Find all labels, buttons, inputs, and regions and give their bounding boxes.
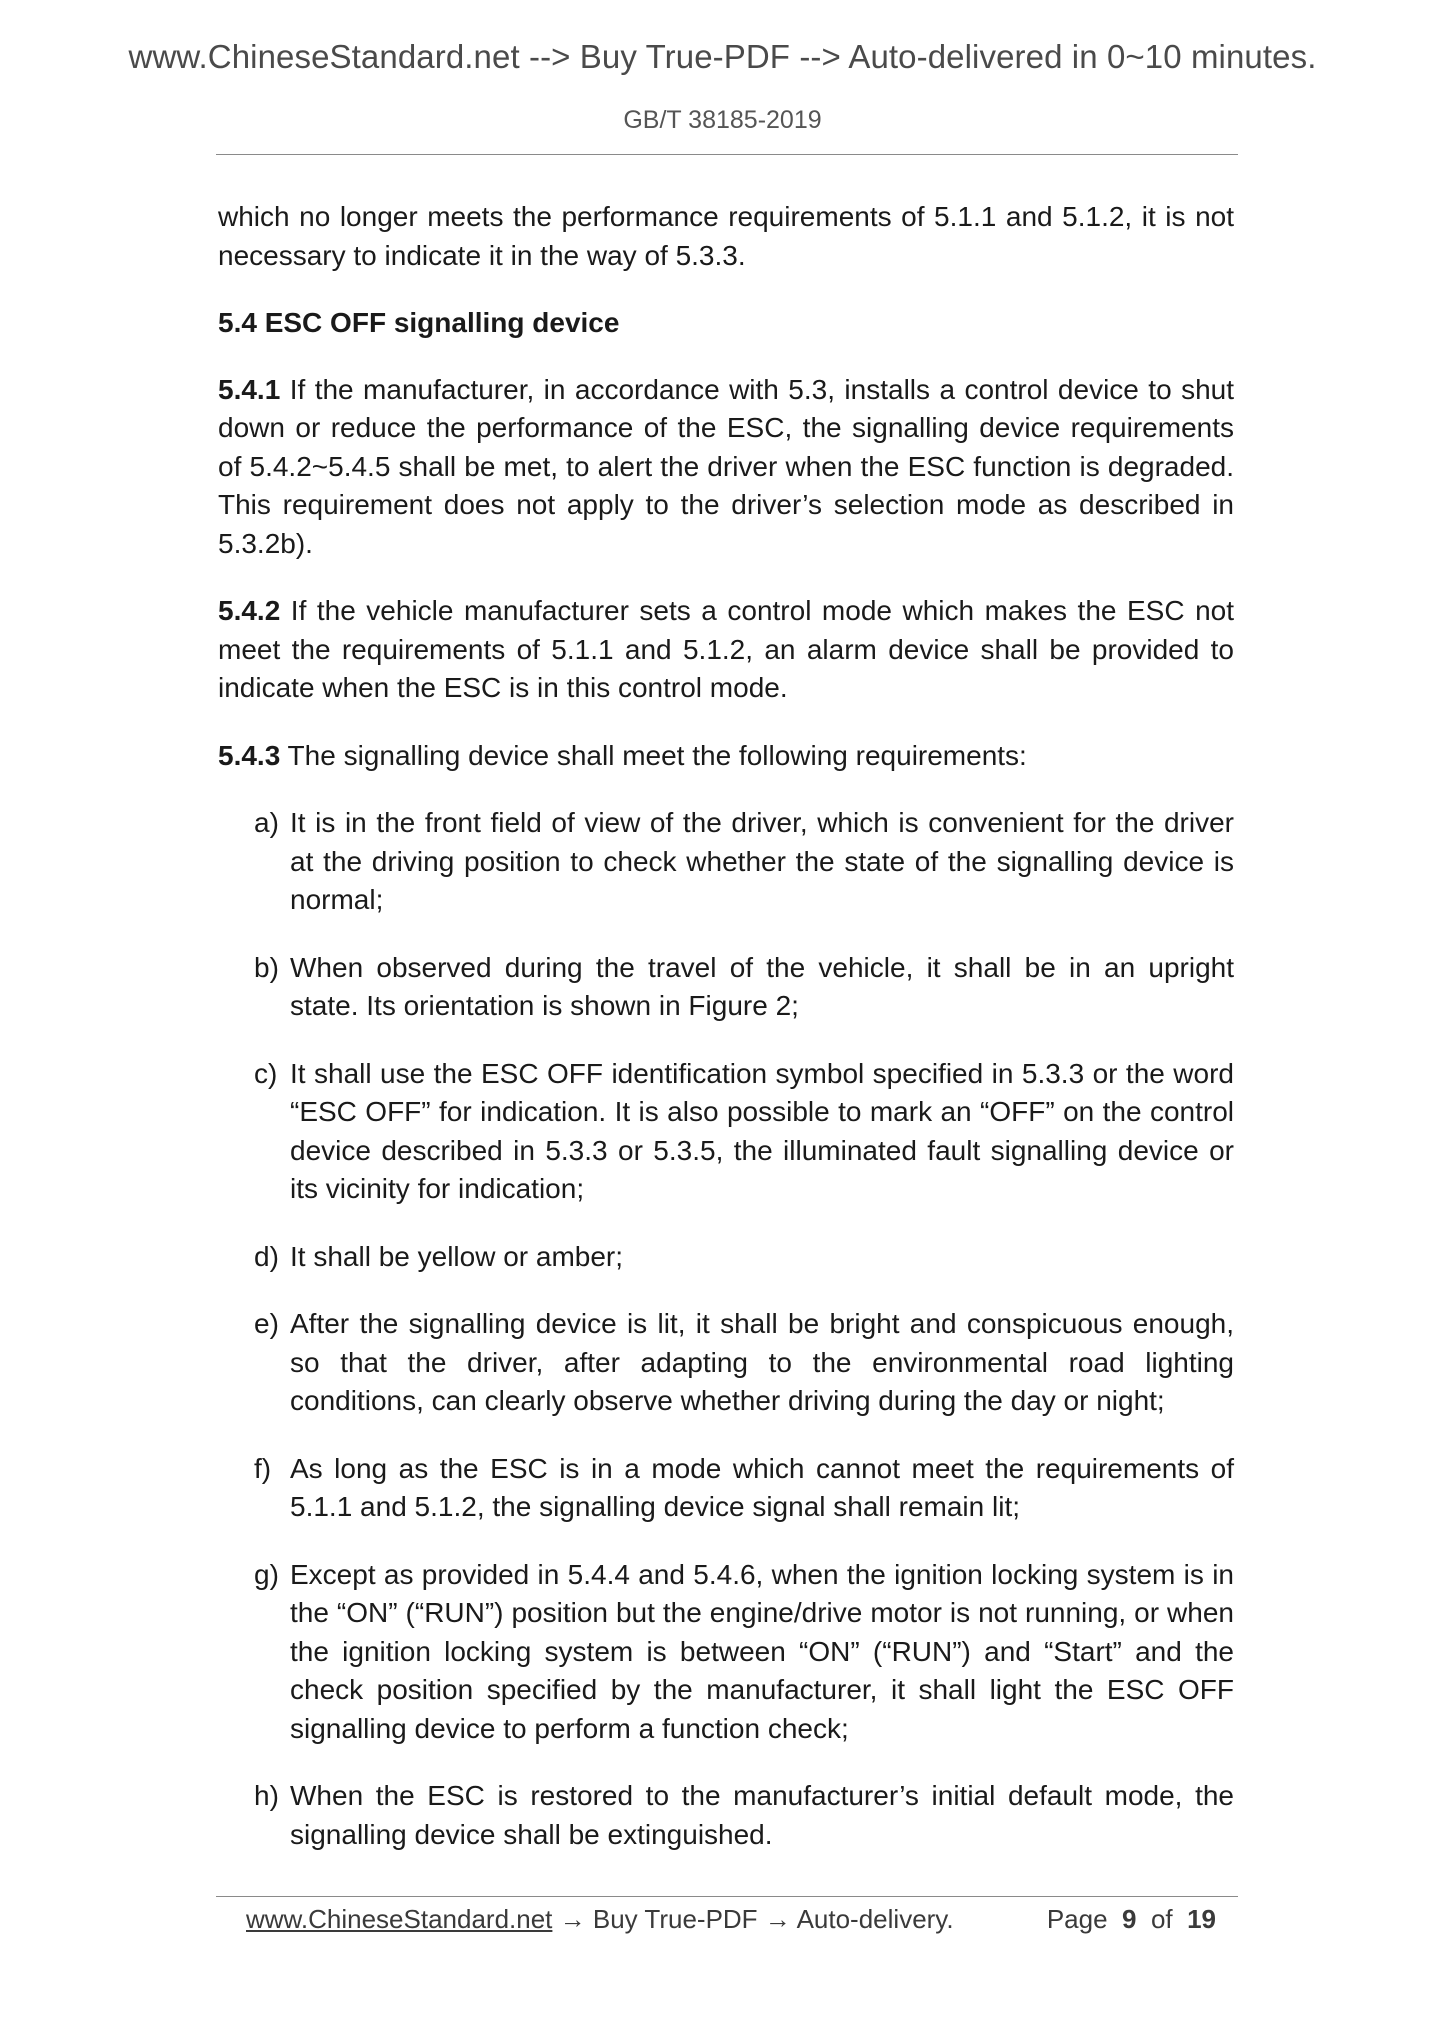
list-item-e — [254, 1305, 1234, 1421]
clause-5-4-3 — [218, 737, 1234, 776]
document-body — [218, 198, 1234, 1883]
standard-code: GB/T 38185-2019 — [623, 106, 822, 134]
list-item-text: After the signalling device is lit, it shall be bright and conspicuous enough, so that the driver, after adapting to the environmental road lighting conditions, can clearly observe whether driving during the day or night; — [290, 1308, 1234, 1416]
clause-5-4-2 — [218, 592, 1234, 708]
list-item-label: c) — [254, 1057, 278, 1089]
list-item-b — [254, 949, 1234, 1026]
page-total: 19 — [1187, 1904, 1216, 1934]
list-item-d — [254, 1238, 1234, 1277]
header-divider — [216, 154, 1238, 155]
footer-divider — [216, 1896, 1238, 1897]
list-item-label: g) — [254, 1558, 279, 1590]
page-current: 9 — [1122, 1904, 1137, 1934]
footer-promo-text: → Buy True-PDF → Auto-delivery. — [552, 1904, 954, 1934]
page-indicator — [1047, 1904, 1216, 1935]
list-item-c — [254, 1055, 1234, 1209]
list-item-label: h) — [254, 1780, 279, 1811]
site-banner: www.ChineseStandard.net --> Buy True-PDF --> Auto-delivered in 0~10 minutes. — [128, 38, 1317, 75]
clause-text: If the manufacturer, in accordance with 5.3, installs a control device to shut down or reduce the performance of the ESC, the signalling device requirements of 5.4.2~5.4.5 shall be met, to alert the driver when the ESC function is degraded. This requirement does not apply to the driver’s selection mode as described in 5.3.2b). — [218, 373, 1234, 559]
footer-promo — [246, 1904, 954, 1935]
list-item-g — [254, 1556, 1234, 1749]
list-item-text: It shall be yellow or amber; — [290, 1240, 624, 1272]
clause-text: If the vehicle manufacturer sets a control mode which makes the ESC not meet the requirements of 5.1.1 and 5.1.2, an alarm device shall be provided to indicate when the ESC is in this control mode. — [218, 595, 1234, 703]
list-item-text: As long as the ESC is in a mode which cannot meet the requirements of 5.1.1 and 5.1.2, the signalling device signal shall remain lit; — [290, 1452, 1234, 1522]
page-of: of — [1150, 1904, 1173, 1934]
continuation-paragraph: which no longer meets the performance requirements of 5.1.1 and 5.1.2, it is not necessary to indicate it in the way of 5.3.3. — [218, 201, 1234, 271]
list-item-text: When the ESC is restored to the manufacturer’s initial default mode, the signalling device shall be extinguished. — [290, 1780, 1234, 1850]
requirements-list — [254, 804, 1234, 1854]
clause-number: 5.4.1 — [218, 373, 281, 405]
list-item-f — [254, 1450, 1234, 1527]
clause-number: 5.4.3 — [218, 739, 281, 771]
footer-site-link[interactable]: www.ChineseStandard.net — [246, 1904, 553, 1934]
list-item-label: e) — [254, 1308, 279, 1339]
list-item-text: When observed during the travel of the vehicle, it shall be in an upright state. Its orientation is shown in Figure 2; — [290, 951, 1234, 1021]
list-item-text: Except as provided in 5.4.4 and 5.4.6, when the ignition locking system is in the “ON” (“RUN”) position but the engine/drive motor is not running, or when the ignition locking system is between “ON” (“RUN”) and “Start” and the check position specified by the manufacturer, it shall light the ESC OFF signalling device to perform a function check; — [290, 1558, 1234, 1744]
section-heading: 5.4 ESC OFF signalling device — [218, 307, 620, 338]
list-item-h — [254, 1777, 1234, 1854]
list-item-label: f) — [254, 1452, 272, 1484]
list-item-text: It shall use the ESC OFF identification symbol specified in 5.3.3 or the word “ESC OFF” for indication. It is also possible to mark an “OFF” on the control device described in 5.3.3 or 5.3.5, the illuminated fault signalling device or its vicinity for indication; — [290, 1057, 1234, 1204]
clause-number: 5.4.2 — [218, 595, 281, 626]
clause-text: The signalling device shall meet the following requirements: — [280, 739, 1027, 771]
page-word: Page — [1046, 1904, 1108, 1934]
list-item-label: a) — [254, 807, 279, 838]
list-item-text: It is in the front field of view of the driver, which is convenient for the driver at the driving position to check whether the state of the signalling device is normal; — [290, 807, 1234, 915]
clause-5-4-1 — [218, 371, 1234, 564]
list-item-label: b) — [254, 951, 279, 983]
list-item-a — [254, 804, 1234, 920]
list-item-label: d) — [254, 1240, 279, 1272]
page-footer — [246, 1904, 1216, 1935]
